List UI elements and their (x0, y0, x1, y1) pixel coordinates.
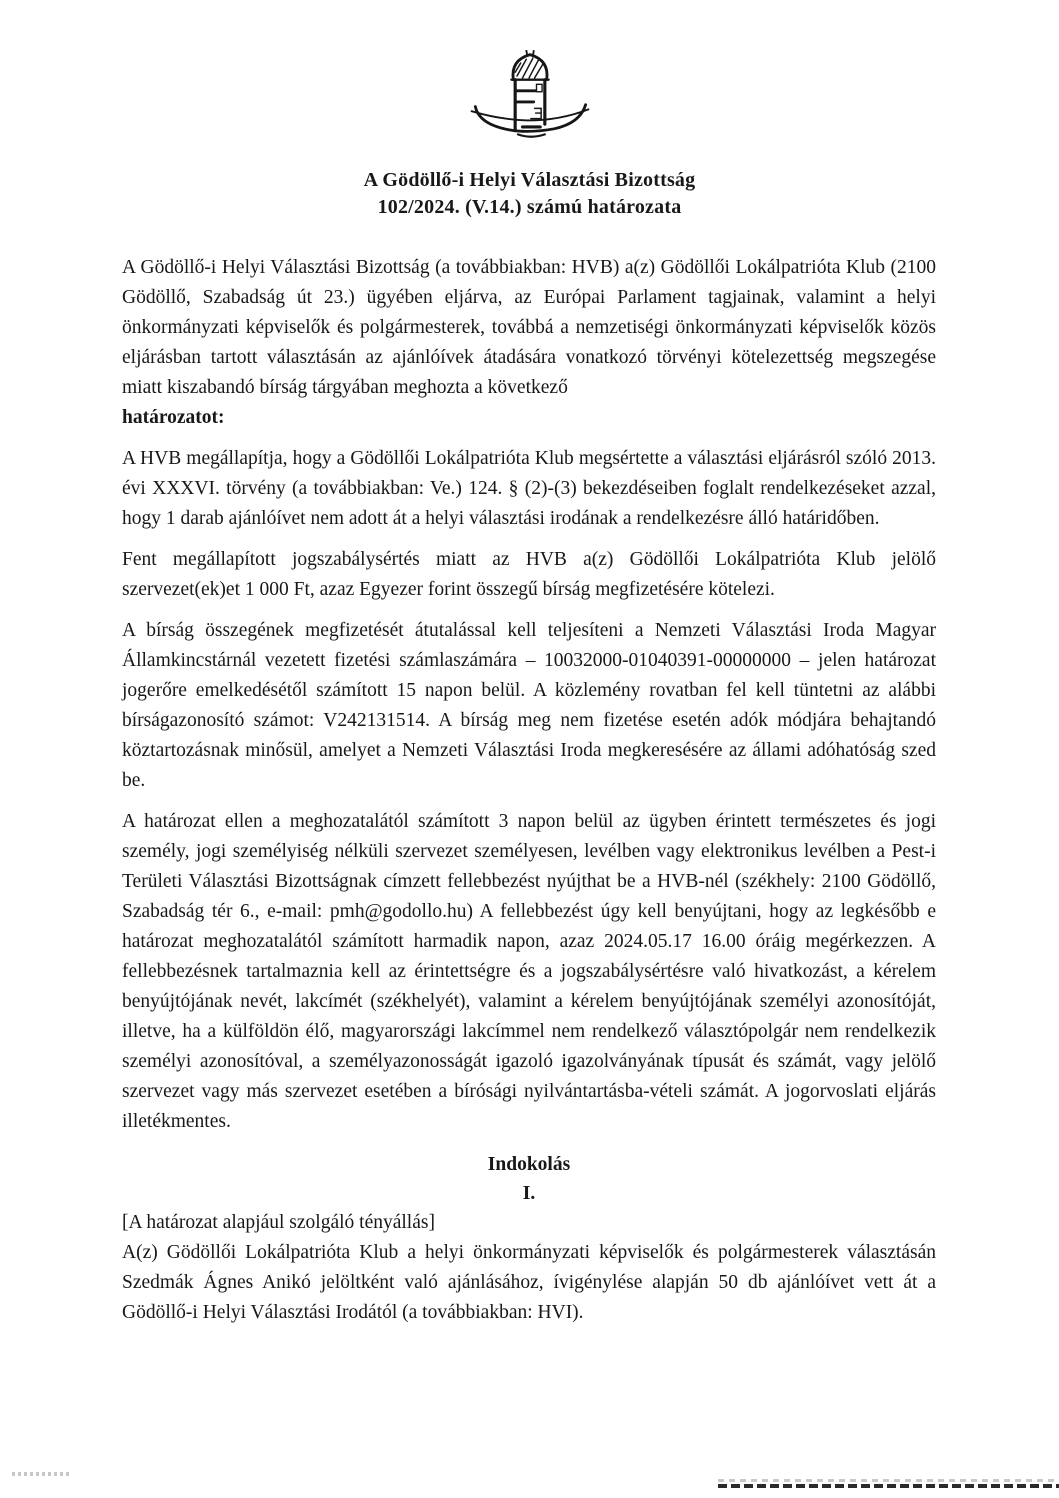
reasoning-section-number: I. (522, 1183, 536, 1204)
document-title (0, 167, 1059, 221)
finding-paragraph: A HVB megállapítja, hogy a Gödöllői Lokálpatrióta Klub megsértette a választási eljárásról szóló 2013. évi XXXVI. törvény (a továbbiakban: Ve.) 124. § (2)-(3) bekezdéseiben foglalt rendelkezéseket azzal, hogy 1 darab ajánlóívet nem adott át a helyi választási irodának a rendelkezésre álló határidőben. (122, 448, 936, 529)
scan-artifact-dashed-line (718, 1484, 1059, 1488)
facts-label: [A határozat alapjául szolgáló tényállás] (122, 1212, 435, 1233)
appeal-paragraph: A határozat ellen a meghozatalától számított 3 napon belül az ügyben érintett természetes és jogi személy, jogi személyiség nélküli szervezet személyesen, levélben vagy elektronikus levélben a Pest-i Területi Választási Bizottságnak címzett fellebbezést nyújthat be a HVB-nél (székhely: 2100 Gödöllő, Szabadság tér 6., e-mail: pmh@godollo.hu) A fellebbezést úgy kell benyújtani, hogy az legkésőbb e határozat meghozatalától számított harmadik napon, azaz 2024.05.17 16.00 óráig megérkezzen. A fellebbezésnek tartalmaznia kell az érintettségre és a jogszabálysértésre való hivatkozást, a kérelem benyújtójának nevét, lakcímét (székhelyét), valamint a kérelem benyújtójának személyi azonosítóját, illetve, ha a külföldön élő, magyarországi lakcímmel nem rendelkező választópolgár nem rendelkezik személyi azonosítóval, a személyazonosságát igazoló igazolványának típusát és számát, vagy jelölő szervezet vagy más szervezet esetében a bírósági nyilvántartásba-vételi számát. A jogorvoslati eljárás illetékmentes. (122, 811, 936, 1132)
fine-paragraph: Fent megállapított jogszabálysértés miatt az HVB a(z) Gödöllői Lokálpatrióta Klub jelölő szervezet(ek)et 1 000 Ft, azaz Egyezer forint összegű bírság megfizetésére kötelezi. (122, 549, 936, 600)
scan-artifact-dots (12, 1472, 70, 1476)
godollo-coat-of-arms-logo (465, 50, 595, 152)
decision-word-heading: határozatot: (122, 407, 225, 428)
coat-of-arms-icon (465, 50, 595, 152)
payment-paragraph: A bírság összegének megfizetését átutalással kell teljesíteni a Nemzeti Választási Iroda Magyar Államkincstárnál vezetett fizetési számlaszámára – 10032000-01040391-00000000 – jelen határozat jogerőre emelkedésétől számított 15 napon belül. A közlemény rovatban fel kell tüntetni az alábbi bírságazonosító számot: V242131514. A bírság meg nem fizetése esetén adók módjára behajtandó köztartozásnak minősül, amelyet a Nemzeti Választási Iroda megkeresésére az állami adóhatóság szed be. (122, 620, 936, 791)
reasoning-section (122, 1150, 936, 1208)
intro-paragraph: A Gödöllő-i Helyi Választási Bizottság (a továbbiakban: HVB) a(z) Gödöllői Lokálpatrióta Klub (2100 Gödöllő, Szabadság út 23.) ügyében eljárva, az Európai Parlament tagjainak, valamint a helyi önkormányzati képviselők és polgármesterek, továbbá a nemzetiségi önkormányzati képviselők közös eljárásban tartott választásán az ajánlóívek átadására vonatkozó törvényi kötelezettség megszegése miatt kiszabandó bírság tárgyában meghozta a következő (122, 257, 936, 398)
document-body (122, 253, 936, 1328)
facts-paragraph: A(z) Gödöllői Lokálpatrióta Klub a helyi önkormányzati képviselők és polgármesterek választásán Szedmák Ágnes Anikó jelöltként való ajánlásához, ívigénylése alapján 50 db ajánlóívet vett át a Gödöllő-i Helyi Választási Irodától (a továbbiakban: HVI). (122, 1242, 936, 1323)
reasoning-heading: Indokolás (487, 1154, 571, 1175)
document-title-line2: 102/2024. (V.14.) számú határozata (377, 196, 682, 218)
document-title-line1: A Gödöllő-i Helyi Választási Bizottság (363, 169, 696, 191)
